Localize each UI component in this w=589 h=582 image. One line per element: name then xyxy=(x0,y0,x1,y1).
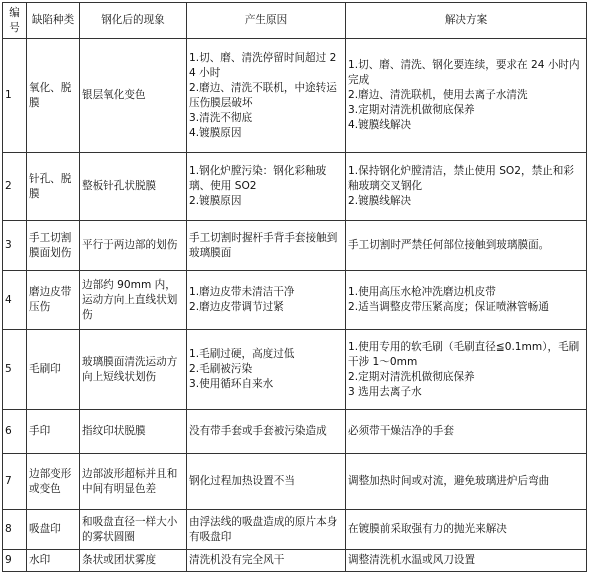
cause-line: 1.钢化炉膛污染：钢化彩釉玻璃、使用 SO2 xyxy=(189,165,327,192)
defect-type: 手工切割膜面划伤 xyxy=(27,221,80,271)
defect-type: 针孔、脱膜 xyxy=(27,153,80,221)
table-header-row xyxy=(3,3,587,39)
defect-type: 边部变形或变色 xyxy=(27,454,80,510)
table-row xyxy=(3,153,587,221)
table-row xyxy=(3,454,587,510)
cause-cell xyxy=(187,39,346,153)
row-number: 7 xyxy=(3,454,27,510)
solution-line: 3.定期对清洗机做彻底保养 xyxy=(348,104,475,116)
cause-line: 3.清洗不彻底 xyxy=(189,111,253,124)
cause-line: 2.磨边、清洗不联机，中途转运压伤膜层破坏 xyxy=(189,81,337,109)
row-number: 9 xyxy=(3,550,27,572)
cause-cell xyxy=(187,271,346,330)
solution-line: 调整加热时间或对流，避免玻璃进炉后弯曲 xyxy=(348,475,550,487)
header-cause: 产生原因 xyxy=(187,3,346,39)
solution-cell xyxy=(346,271,587,330)
row-number: 2 xyxy=(3,153,27,221)
header-no: 编号 xyxy=(3,3,27,39)
solution-line: 2.镀膜线解决 xyxy=(348,195,412,207)
phenomenon: 和吸盘直径一样大小的雾状圆圈 xyxy=(80,510,187,550)
cause-cell xyxy=(187,330,346,410)
cause-cell xyxy=(187,454,346,510)
header-solution: 解决方案 xyxy=(346,3,587,39)
solution-line: 1.切、磨、清洗、钢化要连续，要求在 24 小时内完成 xyxy=(348,59,580,86)
phenomenon: 整板针孔状脱膜 xyxy=(80,153,187,221)
solution-cell xyxy=(346,221,587,271)
cause-cell xyxy=(187,510,346,550)
defect-table xyxy=(2,2,587,572)
defect-type: 吸盘印 xyxy=(27,510,80,550)
solution-line: 1.使用高压水枪冲洗磨边机皮带 xyxy=(348,286,496,298)
solution-line: 手工切割时严禁任何部位接触到玻璃膜面。 xyxy=(348,239,550,251)
row-number: 4 xyxy=(3,271,27,330)
cause-line: 由浮法线的吸盘造成的原片本身有吸盘印 xyxy=(189,515,338,543)
cause-line: 钢化过程加热设置不当 xyxy=(189,475,295,487)
solution-line: 2.适当调整皮带压紧高度；保证喷淋管畅通 xyxy=(348,301,549,313)
cause-cell xyxy=(187,221,346,271)
cause-line: 1.切、磨、清洗停留时间超过 24 小时 xyxy=(189,51,337,79)
defect-type: 手印 xyxy=(27,410,80,454)
solution-line: 3 选用去离子水 xyxy=(348,385,422,398)
defect-type: 磨边皮带压伤 xyxy=(27,271,80,330)
solution-cell xyxy=(346,550,587,572)
solution-line: 2.磨边、清洗联机，使用去离子水清洗 xyxy=(348,89,528,101)
cause-line: 1.磨边皮带未清洁干净 xyxy=(189,286,295,298)
solution-cell xyxy=(346,39,587,153)
table-row xyxy=(3,271,587,330)
solution-line: 1.保持钢化炉膛清洁，禁止使用 SO2，禁止和彩釉玻璃交叉钢化 xyxy=(348,165,574,192)
phenomenon: 玻璃膜面清洗运动方向上短线状划伤 xyxy=(80,330,187,410)
phenomenon: 指纹印状脱膜 xyxy=(80,410,187,454)
cause-line: 2.毛刷被污染 xyxy=(189,363,253,375)
table-row xyxy=(3,330,587,410)
row-number: 1 xyxy=(3,39,27,153)
row-number: 5 xyxy=(3,330,27,410)
phenomenon: 条状或团状雾度 xyxy=(80,550,187,572)
cause-line: 2.磨边皮带调节过紧 xyxy=(189,301,284,313)
table-row xyxy=(3,510,587,550)
header-defect: 缺陷种类 xyxy=(27,3,80,39)
table-row xyxy=(3,221,587,271)
solution-line: 必须带干燥洁净的手套 xyxy=(348,425,454,437)
solution-line: 调整清洗机水温或风刀设置 xyxy=(348,554,476,566)
phenomenon: 边部波形超标并且和中间有明显色差 xyxy=(80,454,187,510)
solution-cell xyxy=(346,454,587,510)
defect-type: 毛刷印 xyxy=(27,330,80,410)
phenomenon: 平行于两边部的划伤 xyxy=(80,221,187,271)
solution-line: 4.镀膜线解决 xyxy=(348,119,412,131)
cause-line: 手工切割时握杆手背手套接触到玻璃膜面 xyxy=(189,231,338,259)
row-number: 8 xyxy=(3,510,27,550)
table-row xyxy=(3,410,587,454)
table-row xyxy=(3,550,587,572)
solution-cell xyxy=(346,510,587,550)
cause-cell xyxy=(187,410,346,454)
solution-line: 1.使用专用的软毛刷（毛刷直径≦0.1mm），毛刷干涉 1～0mm xyxy=(348,340,580,368)
cause-line: 1.毛刷过硬，高度过低 xyxy=(189,348,295,360)
solution-line: 2.定期对清洗机做彻底保养 xyxy=(348,370,475,383)
solution-cell xyxy=(346,330,587,410)
solution-cell xyxy=(346,410,587,454)
phenomenon: 边部约 90mm 内，运动方向上直线状划伤 xyxy=(80,271,187,330)
solution-line: 在镀膜前采取强有力的抛光来解决 xyxy=(348,523,507,535)
cause-line: 清洗机没有完全风干 xyxy=(189,554,285,566)
cause-line: 4.镀膜原因 xyxy=(189,126,242,139)
phenomenon: 银层氧化变色 xyxy=(80,39,187,153)
row-number: 6 xyxy=(3,410,27,454)
cause-cell xyxy=(187,153,346,221)
defect-type: 水印 xyxy=(27,550,80,572)
table-row xyxy=(3,39,587,153)
cause-cell xyxy=(187,550,346,572)
solution-cell xyxy=(346,153,587,221)
cause-line: 没有带手套或手套被污染造成 xyxy=(189,425,327,437)
row-number: 3 xyxy=(3,221,27,271)
defect-type: 氧化、脱膜 xyxy=(27,39,80,153)
cause-line: 3.使用循环自来水 xyxy=(189,378,274,390)
header-phenomenon: 钢化后的现象 xyxy=(80,3,187,39)
cause-line: 2.镀膜原因 xyxy=(189,195,242,207)
